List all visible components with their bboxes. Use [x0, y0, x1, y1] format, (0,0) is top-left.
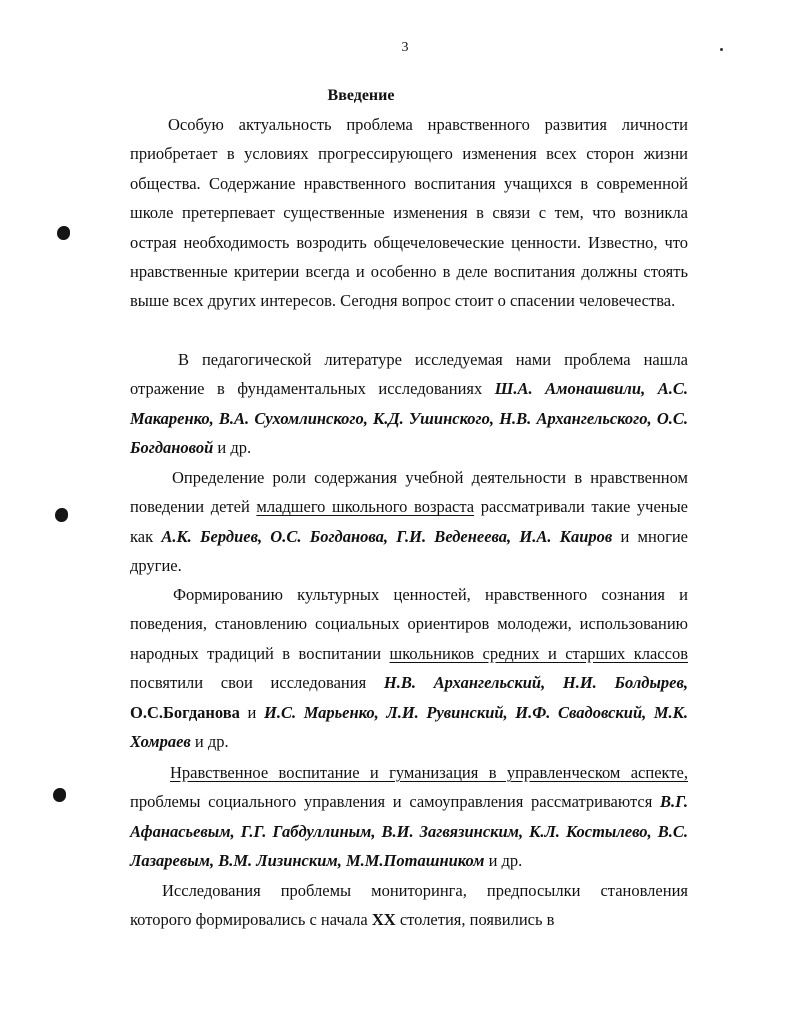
paragraph-text: В педагогической литературе исследуемая нами проблема нашла отражение в фундаментальных исследованиях	[130, 350, 688, 399]
paragraph-management	[130, 758, 688, 876]
paragraph-text: Особую актуальность проблема нравственного развития личности приобретает в условиях прогрессирующего изменения всех сторон жизни общества. Содержание нравственного воспитания учащихся в современной школе претерпевает существенные изменения в связи с тем, что возникла острая необходимость возродить общечеловеческие ценности. Известно, что нравственные критерии всегда и особенно в деле воспитания должны стоять выше всех других интересов. Сегодня вопрос стоит о спасении человечества.	[130, 115, 688, 311]
paragraph-text: проблемы социального управления и самоуправления рассматриваются	[130, 792, 661, 812]
paragraph-text: и др.	[190, 732, 229, 752]
author-names: И.С. Марьенко, Л.И. Рувинский, И.Ф. Свадовский, М.К. Хомраев	[130, 702, 688, 752]
paragraph-text: Формированию культурных ценностей, нравственного сознания и поведения, становлению социальных ориентиров молодежи, использованию народных традиций в воспитании	[130, 585, 688, 663]
paragraph-cultural-values	[130, 580, 688, 756]
paragraph-text: посвятили свои исследования	[130, 673, 384, 693]
underlined-text: школьников средних и старших классов	[389, 643, 688, 663]
underlined-text: младшего школьного возраста	[256, 497, 475, 517]
scan-speck	[720, 48, 723, 51]
author-names: Ш.А. Амонашвили, А.С. Макаренко, В.А. Сухомлинского, К.Д. Ушинского, Н.В. Архангельского, О.С. Богдановой	[130, 379, 688, 458]
paragraph-text: и др.	[213, 438, 252, 458]
paragraph-literature	[130, 345, 688, 463]
author-names: А.К. Бердиев, О.С. Богданова, Г.И. Веденеева, И.А. Каиров	[161, 526, 613, 546]
binder-hole-mark	[55, 508, 68, 522]
paragraph-text: Определение роли содержания учебной деятельности в нравственном поведении детей	[130, 468, 688, 517]
paragraph-text: и др.	[484, 851, 523, 871]
paragraph-monitoring	[130, 876, 688, 935]
author-names: Н.В. Архангельский, Н.И. Болдырев,	[383, 673, 688, 693]
paragraph-primary-school	[130, 463, 688, 581]
binder-hole-mark	[57, 226, 70, 240]
paragraph-relevance	[130, 110, 688, 316]
paragraph-text: столетия, появились в	[395, 910, 555, 930]
author-names: В.Г. Афанасьевым, Г.Г. Габдуллиным, В.И. Загвязинским, К.Л. Костылево, В.С. Лазаревым, В.М. Лизинским, М.М.Поташником	[130, 792, 688, 871]
author-names: О.С.Богданова	[130, 702, 240, 722]
paragraph-text: и	[239, 702, 264, 722]
binder-hole-mark	[53, 788, 66, 802]
paragraph-text: Исследования проблемы мониторинга, предпосылки становления которого формировались с начала	[130, 881, 688, 930]
paragraph-text: рассматривали такие ученые как	[130, 497, 689, 546]
page-number: 3	[401, 40, 409, 55]
underlined-text: Нравственное воспитание и гуманизация в управленческом аспекте,	[170, 763, 688, 782]
paragraph-text: и многие другие.	[130, 526, 689, 576]
author-names: XX	[371, 910, 396, 930]
section-title: Введение	[327, 87, 395, 104]
